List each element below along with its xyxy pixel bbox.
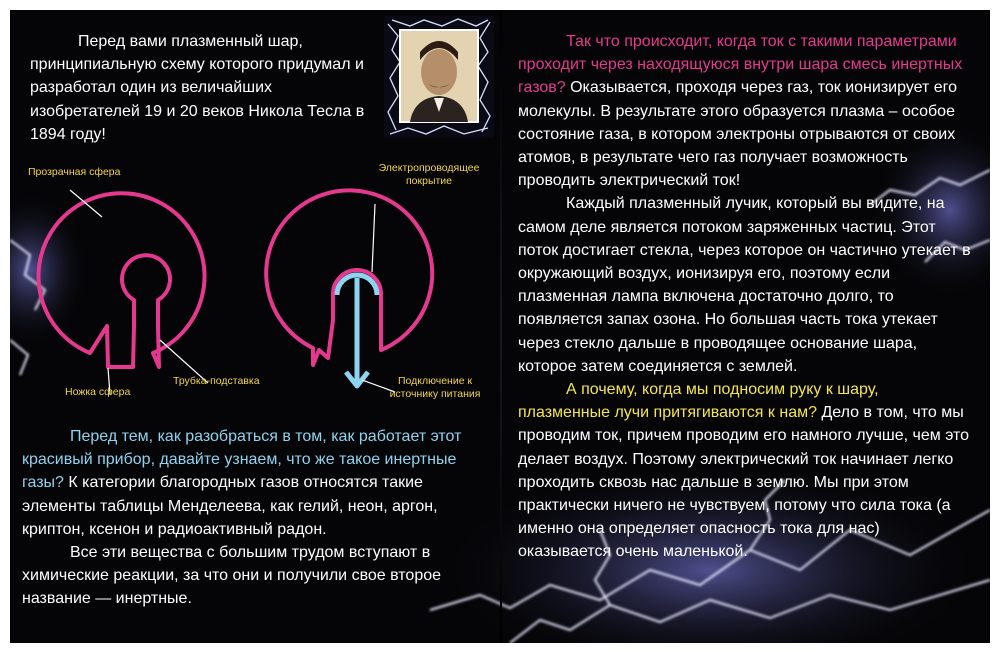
pointer-line xyxy=(372,204,375,272)
label-sphere-stem: Ножка сфера xyxy=(65,386,131,398)
tesla-portrait xyxy=(384,16,494,138)
label-power-connection: Подключение к источнику питания xyxy=(389,375,481,400)
intro-paragraph: Перед вами плазменный шар, принципиальную схему которого придумал и разработал один из величайших изобретателей 19 и 20 веков Никола Тесла в 1894 году! xyxy=(30,33,365,143)
label-support-tube: Трубка-подставка xyxy=(173,375,260,387)
inert-gases-paragraph: Перед тем, как разобраться в том, как работает этот красивый прибор, давайте узнаем, что же такое инертные газы? К категории благородных газов относятся такие элементы таблицы Менделеева, как гелий, неон, аргон, криптон, ксенон и радиоактивный радон. Все эти вещества с большим трудом вступают в химические реакции, за что они и получили свое второе название — инертные. xyxy=(22,425,484,611)
highlight-question: А почему, когда мы подносим руку к шару, плазменные лучи притягиваются к нам? xyxy=(518,381,879,422)
highlight-question: Перед тем, как разобраться в том, как работает этот красивый прибор, давайте узнаем, что же такое инертные газы? xyxy=(22,428,462,492)
book-spread xyxy=(10,10,990,643)
book-spine xyxy=(500,10,502,643)
label-transparent-sphere: Прозрачная сфера xyxy=(28,166,121,178)
highlight-question: Так что происходит, когда ток с такими параметрами проходит через находящуюся внутри шара смесь инертных газов? xyxy=(518,33,963,97)
inert-name-paragraph: Все эти вещества с большим трудом вступают в химические реакции, за что они и получили свое второе название — инертные. xyxy=(22,544,442,608)
pointer-line xyxy=(70,190,102,217)
transparent-sphere-outline xyxy=(38,193,204,367)
plasma-ball-diagram xyxy=(10,160,500,410)
plasma-rays-paragraph: Каждый плазменный лучик, который вы видите, на самом деле является потоком заряженных частиц. Этот поток достигает стекла, через которое он частично утекает в окружающий воздух, ионизируя его, поэтому если плазменная лампа включена достаточно долго, то появляется запах озона. Но большая часть тока утекает через стекло дальше в проводящее основание шара, которое затем соединяется с землей. xyxy=(518,195,971,375)
label-conductive-coating: Электропроводящее покрытие xyxy=(378,162,480,187)
plasma-explanation: Так что происходит, когда ток с такими параметрами проходит через находящуюся внутри шара смесь инертных газов? Оказывается, проходя через газ, ток ионизирует его молекулы. В результате этого образуется плазма – особое состояние газа, в котором электроны отрываются от своих атомов, в результате чего газ получает возможность проводить электрический ток! Каждый плазменный лучик, который вы видите, на самом деле является потоком заряженных частиц. Этот поток достигает стекла, через которое он частично утекает в окружающий воздух, ионизируя его, поэтому если плазменная лампа включена достаточно долго, то появляется запах озона. Но большая часть тока утекает через стекло дальше в проводящее основание шара, которое затем соединяется с землей. А почему, когда мы подносим руку к шару, плазменные лучи притягиваются к нам? Дело в том, что мы проводим ток, причем проводим его намного лучше, чем это делает воздух. Поэтому электрический ток начинает легко проходить сквозь нас дальше в землю. Мы при этом практически ничего не чувствуем, потому что сила тока (а именно она определяет опасность тока для нас) оказывается очень маленькой. xyxy=(518,30,973,564)
